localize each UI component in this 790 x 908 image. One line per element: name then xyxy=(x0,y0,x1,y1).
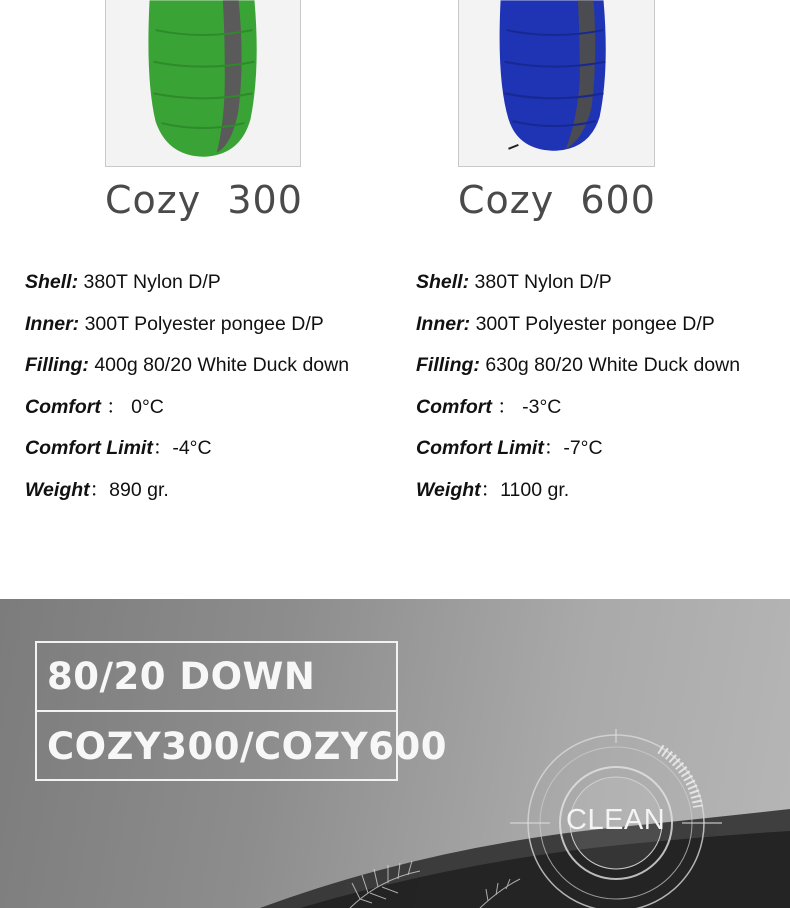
spec-value: 380T Nylon D/P xyxy=(78,271,221,293)
spec-label: Comfort Limit xyxy=(25,437,153,459)
spec-label: Comfort xyxy=(25,395,101,418)
spec-filling xyxy=(25,351,349,393)
spec-comfort xyxy=(416,393,740,435)
spec-value: ：890 gr. xyxy=(89,478,169,501)
spec-weight xyxy=(25,476,349,518)
spec-label: Comfort Limit xyxy=(416,437,544,459)
specs-list-cozy600 xyxy=(416,268,740,517)
headline-models: COZY300/COZY600 xyxy=(47,725,447,768)
spec-value: 300T Polyester pongee D/P xyxy=(470,312,715,335)
spec-label: Filling: xyxy=(416,354,480,376)
sleeping-bag-green-image xyxy=(106,0,300,166)
product-image-cozy600 xyxy=(458,0,655,167)
spec-shell xyxy=(416,268,740,310)
spec-value: 630g 80/20 White Duck down xyxy=(479,354,741,376)
spec-label: Weight xyxy=(416,478,481,501)
product-title-cozy300: Cozy 300 xyxy=(105,178,303,222)
spec-inner xyxy=(416,310,740,352)
spec-value: ：-4°C xyxy=(152,437,212,459)
clean-label: CLEAN xyxy=(566,804,666,836)
down-banner xyxy=(0,599,790,908)
spec-comfort xyxy=(25,393,349,435)
spec-value: 400g 80/20 White Duck down xyxy=(88,354,350,376)
spec-value: ： 0°C xyxy=(100,395,164,418)
product-title-cozy600: Cozy 600 xyxy=(458,178,656,222)
spec-shell xyxy=(25,268,349,310)
headline-box xyxy=(35,641,447,781)
spec-weight xyxy=(416,476,740,518)
specs-list-cozy300 xyxy=(25,268,349,517)
spec-label: Inner: xyxy=(25,312,80,335)
spec-label: Inner: xyxy=(416,312,471,335)
sleeping-bag-blue-image xyxy=(459,0,654,166)
spec-value: 380T Nylon D/P xyxy=(469,271,612,293)
spec-label: Comfort xyxy=(416,395,492,418)
spec-value: ：-7°C xyxy=(543,437,603,459)
spec-value: 300T Polyester pongee D/P xyxy=(79,312,324,335)
spec-inner xyxy=(25,310,349,352)
spec-value: ： -3°C xyxy=(491,395,562,418)
spec-comfort-limit xyxy=(25,434,349,476)
product-image-cozy300 xyxy=(105,0,301,167)
spec-label: Shell: xyxy=(25,271,79,293)
spec-value: ：1100 gr. xyxy=(480,478,570,501)
headline-down-ratio: 80/20 DOWN xyxy=(37,643,396,712)
spec-filling xyxy=(416,351,740,393)
spec-label: Weight xyxy=(25,478,90,501)
spec-label: Filling: xyxy=(25,354,89,376)
spec-label: Shell: xyxy=(416,271,470,293)
spec-comfort-limit xyxy=(416,434,740,476)
